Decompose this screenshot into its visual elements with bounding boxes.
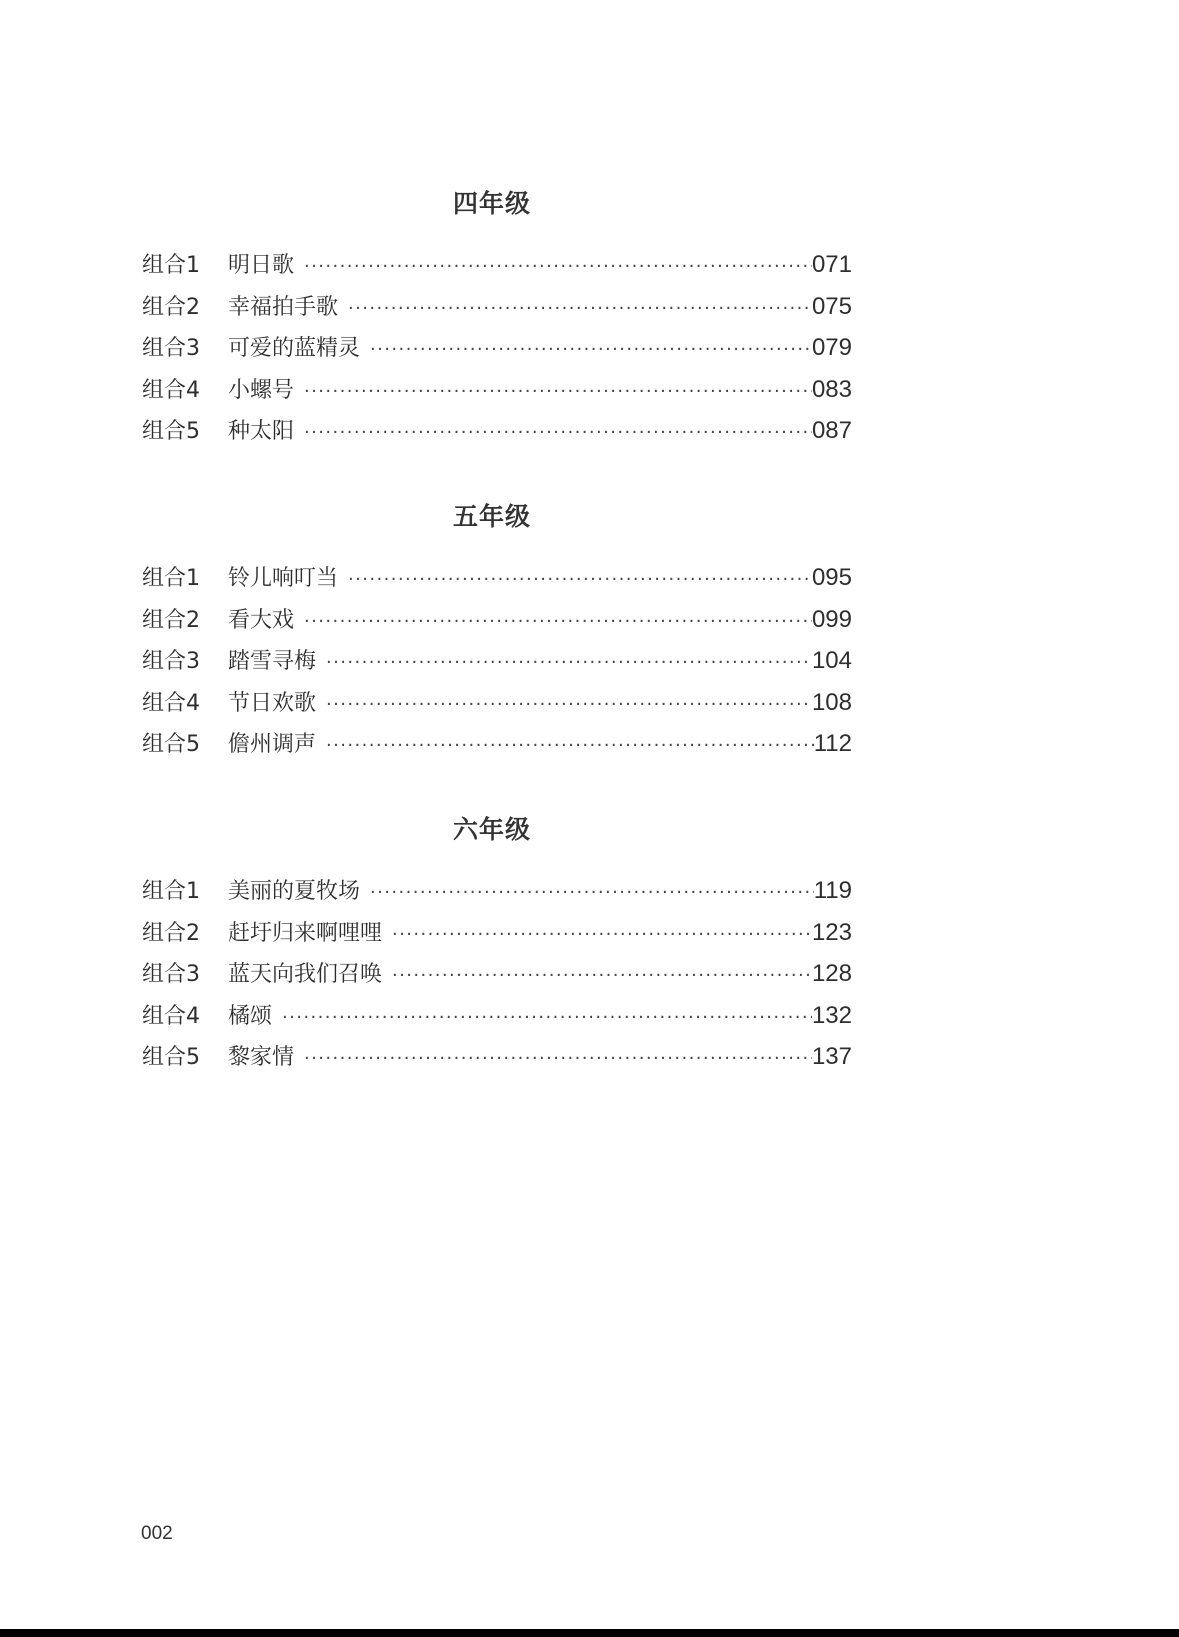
toc-entry[interactable] — [142, 912, 852, 954]
toc-entry[interactable] — [142, 682, 852, 724]
entry-label: 组合5 — [142, 1045, 200, 1070]
entry-title: 黎家情 — [228, 1045, 295, 1070]
toc-entry[interactable] — [142, 286, 852, 328]
entry-page-number: 071 — [811, 251, 852, 278]
toc-entry[interactable] — [142, 723, 852, 765]
entry-title: 幸福拍手歌 — [228, 294, 339, 320]
entry-page-number: 079 — [811, 334, 852, 361]
entry-title: 美丽的夏牧场 — [228, 879, 361, 904]
entry-title: 看大戏 — [228, 607, 295, 633]
section-title: 五年级 — [452, 502, 531, 531]
dot-leader — [348, 288, 812, 330]
entry-label: 组合5 — [142, 419, 200, 444]
entry-page-number: 119 — [813, 877, 852, 904]
bottom-edge-bar — [0, 1629, 1179, 1637]
dot-leader — [326, 684, 812, 726]
dot-leader — [326, 642, 812, 684]
toc-entry[interactable] — [142, 953, 852, 995]
entry-title: 节日欢歌 — [228, 690, 317, 716]
toc-entries — [142, 244, 852, 452]
toc-entry[interactable] — [142, 327, 852, 369]
entry-page-number: 083 — [811, 375, 852, 403]
dot-leader — [304, 371, 812, 413]
toc-entries — [142, 870, 852, 1078]
entry-title: 蓝天向我们召唤 — [228, 962, 383, 987]
toc-entries — [142, 557, 852, 765]
dot-leader — [370, 329, 812, 371]
toc-entry[interactable] — [142, 244, 852, 286]
dot-leader — [348, 559, 812, 601]
toc-entry[interactable] — [142, 995, 852, 1037]
entry-page-number: 075 — [811, 292, 852, 320]
dot-leader — [304, 246, 812, 288]
entry-label: 组合1 — [142, 879, 200, 904]
entry-page-number: 137 — [811, 1043, 852, 1070]
entry-title: 明日歌 — [228, 253, 295, 278]
section-title: 六年级 — [452, 815, 531, 844]
dot-leader — [370, 872, 814, 914]
entry-title: 种太阳 — [228, 419, 295, 444]
dot-leader — [392, 955, 812, 997]
dot-leader — [304, 601, 812, 643]
toc-entry[interactable] — [142, 1036, 852, 1078]
entry-label: 组合3 — [142, 336, 200, 361]
dot-leader — [304, 1038, 812, 1080]
entry-page-number: 095 — [811, 564, 852, 591]
entry-page-number: 099 — [811, 605, 852, 633]
toc-section-grade-4 — [142, 184, 852, 452]
entry-page-number: 123 — [811, 918, 852, 946]
entry-label: 组合2 — [142, 607, 200, 633]
entry-label: 组合4 — [142, 1003, 200, 1029]
dot-leader — [304, 412, 812, 454]
page-folio-number: 002 — [141, 1523, 173, 1544]
entry-title: 小螺号 — [228, 377, 295, 403]
toc-entry[interactable] — [142, 870, 852, 912]
toc-section-grade-6 — [142, 810, 852, 1078]
entry-title: 踏雪寻梅 — [228, 649, 317, 674]
dot-leader — [392, 914, 812, 956]
entry-label: 组合2 — [142, 294, 200, 320]
toc-entry[interactable] — [142, 369, 852, 411]
entry-label: 组合1 — [142, 253, 200, 278]
entry-page-number: 112 — [813, 730, 852, 757]
entry-label: 组合5 — [142, 732, 200, 757]
toc-entry[interactable] — [142, 410, 852, 452]
toc-entry[interactable] — [142, 640, 852, 682]
entry-title: 赶圩归来啊哩哩 — [228, 920, 383, 946]
entry-page-number: 128 — [811, 960, 852, 987]
toc-entry[interactable] — [142, 557, 852, 599]
entry-page-number: 104 — [811, 647, 852, 674]
entry-title: 橘颂 — [228, 1003, 273, 1029]
dot-leader — [326, 725, 814, 767]
entry-title: 可爱的蓝精灵 — [228, 336, 361, 361]
entry-page-number: 087 — [811, 417, 852, 444]
entry-label: 组合4 — [142, 377, 200, 403]
toc-entry[interactable] — [142, 599, 852, 641]
section-title: 四年级 — [452, 189, 531, 218]
entry-label: 组合3 — [142, 962, 200, 987]
entry-label: 组合3 — [142, 649, 200, 674]
entry-label: 组合2 — [142, 920, 200, 946]
entry-label: 组合4 — [142, 690, 200, 716]
toc-section-grade-5 — [142, 497, 852, 765]
entry-page-number: 108 — [811, 688, 852, 716]
entry-page-number: 132 — [811, 1001, 852, 1029]
entry-label: 组合1 — [142, 566, 200, 591]
entry-title: 铃儿响叮当 — [228, 566, 339, 591]
entry-title: 儋州调声 — [228, 732, 317, 757]
dot-leader — [282, 997, 812, 1039]
